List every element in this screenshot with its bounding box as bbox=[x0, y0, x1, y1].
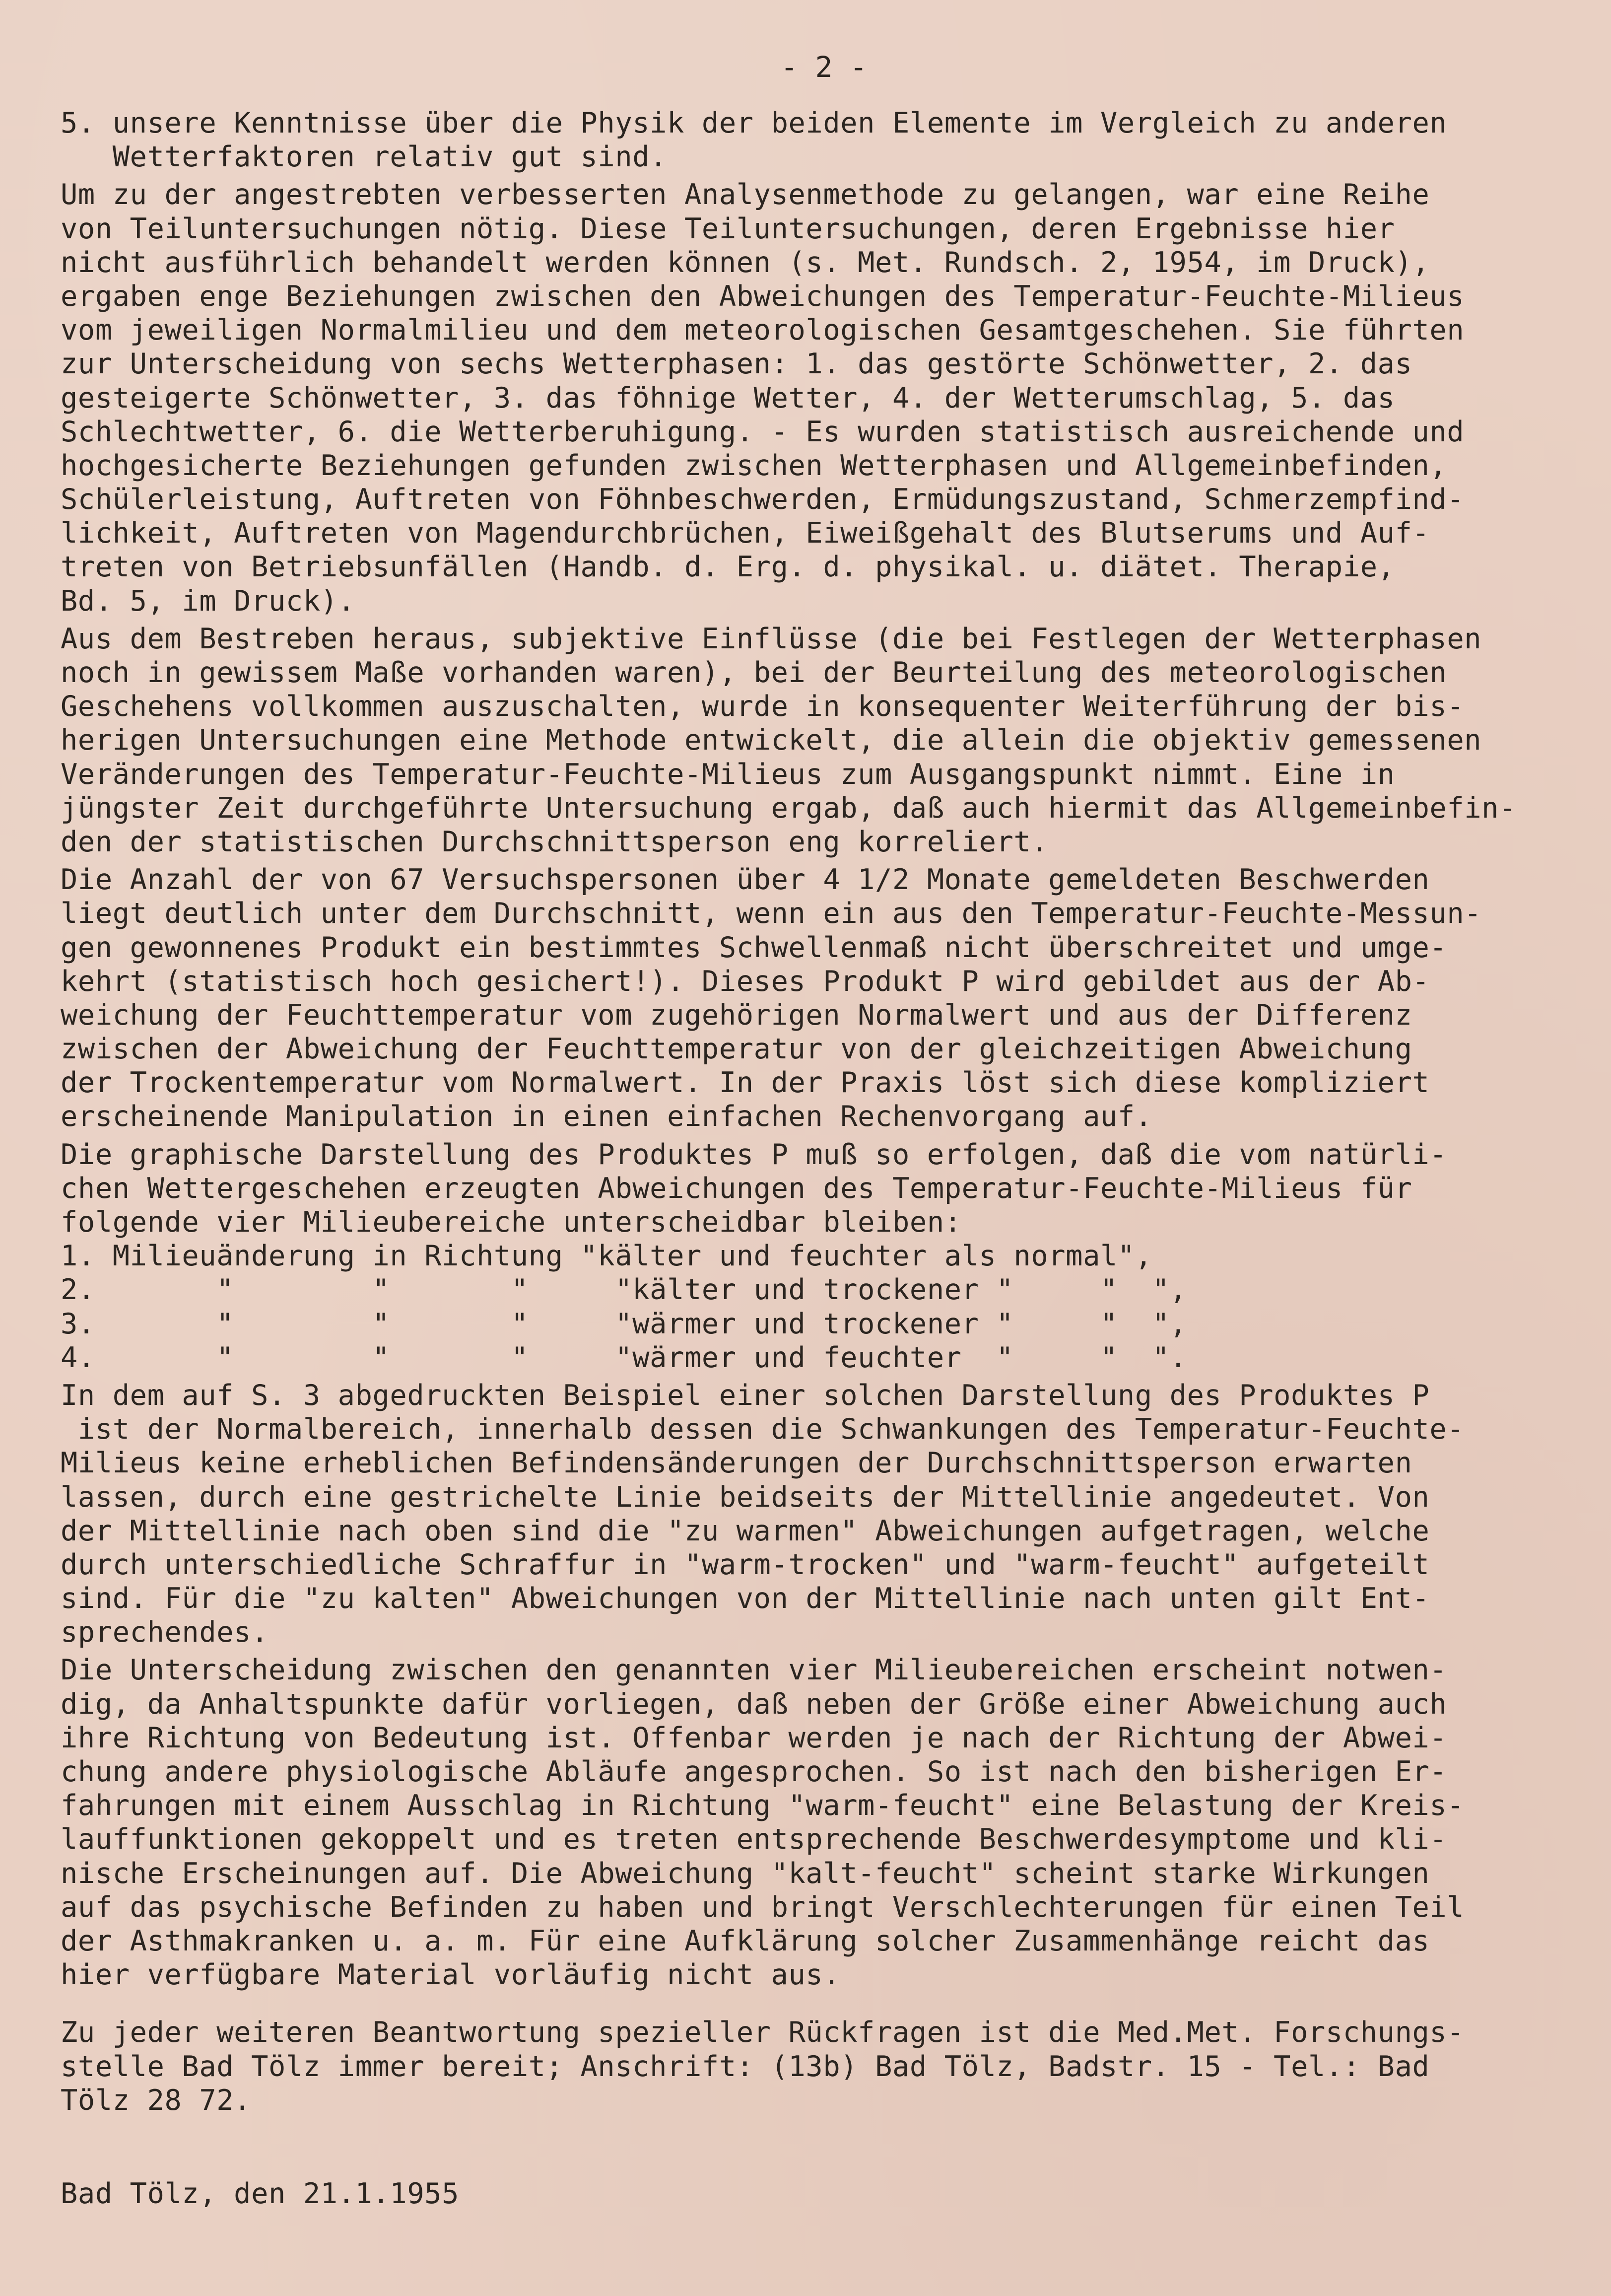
paragraph-graphic-representation bbox=[61, 1138, 1564, 1375]
text-line: Um zu der angestrebten verbesserten Analysenmethode zu gelangen, war eine Reihe bbox=[61, 178, 1430, 211]
text-line: Schlechtwetter, 6. die Wetterberuhigung. - Es wurden statistisch ausreichende und bbox=[61, 415, 1465, 448]
text-line: jüngster Zeit durchgeführte Untersuchung ergab, daß auch hiermit das Allgemeinbefin- bbox=[61, 791, 1517, 825]
text-line: sprechendes. bbox=[61, 1616, 269, 1649]
text-line: der Mittellinie nach oben sind die "zu warmen" Abweichungen aufgetragen, welche bbox=[61, 1514, 1430, 1547]
list-item-milieu-1: 1. Milieuänderung in Richtung "kälter und feuchter als normal", bbox=[61, 1240, 1152, 1273]
text-line: weichung der Feuchttemperatur vom zugehörigen Normalwert und aus der Differenz bbox=[61, 998, 1412, 1032]
text-line: ergaben enge Beziehungen zwischen den Abweichungen des Temperatur-Feuchte-Milieus bbox=[61, 279, 1465, 313]
text-line: ihre Richtung von Bedeutung ist. Offenbar werden je nach der Richtung der Abwei- bbox=[61, 1721, 1447, 1754]
paragraph-contact bbox=[61, 2016, 1564, 2117]
text-line: vom jeweiligen Normalmilieu und dem meteorologischen Gesamtgeschehen. Sie führten bbox=[61, 314, 1465, 347]
text-line: nicht ausführlich behandelt werden können (s. Met. Rundsch. 2, 1954, im Druck), bbox=[61, 246, 1430, 279]
document-body bbox=[61, 106, 1564, 2211]
text-line: noch in gewissem Maße vorhanden waren), bei der Beurteilung des meteorologischen bbox=[61, 656, 1447, 689]
text-line: liegt deutlich unter dem Durchschnitt, wenn ein aus den Temperatur-Feuchte-Messun- bbox=[61, 897, 1482, 930]
list-item-milieu-3: 3. " " " "wärmer und trockener " " ", bbox=[61, 1307, 1187, 1340]
text-line: Veränderungen des Temperatur-Feuchte-Milieus zum Ausgangspunkt nimmt. Eine in bbox=[61, 758, 1395, 791]
text-line: gesteigerte Schönwetter, 3. das föhnige Wetter, 4. der Wetterumschlag, 5. das bbox=[61, 381, 1395, 415]
text-line: von Teiluntersuchungen nötig. Diese Teiluntersuchungen, deren Ergebnisse hier bbox=[61, 212, 1395, 245]
text-line: Bd. 5, im Druck). bbox=[61, 584, 355, 618]
text-line: Die Anzahl der von 67 Versuchspersonen über 4 1/2 Monate gemeldeten Beschwerden bbox=[61, 863, 1430, 897]
text-line: lauffunktionen gekoppelt und es treten entsprechende Beschwerdesymptome und kli- bbox=[61, 1823, 1447, 1856]
paragraph-distinction bbox=[61, 1653, 1564, 1992]
text-line: durch unterschiedliche Schraffur in "warm-trocken" und "warm-feucht" aufgeteilt bbox=[61, 1548, 1430, 1581]
text-line: der Asthmakranken u. a. m. Für eine Aufklärung solcher Zusammenhänge reicht das bbox=[61, 1924, 1430, 1957]
text-line: Die Unterscheidung zwischen den genannten vier Milieubereichen erscheint notwen- bbox=[61, 1654, 1447, 1687]
text-line: Tölz 28 72. bbox=[61, 2084, 252, 2117]
paragraph-product-p bbox=[61, 863, 1564, 1134]
text-line: chen Wettergeschehen erzeugten Abweichungen des Temperatur-Feuchte-Milieus für bbox=[61, 1172, 1412, 1205]
text-line: Schülerleistung, Auftreten von Föhnbeschwerden, Ermüdungszustand, Schmerzempfind- bbox=[61, 483, 1465, 516]
paragraph-partial-studies bbox=[61, 178, 1564, 618]
paragraph-example-description bbox=[61, 1379, 1564, 1650]
text-line: 5. unsere Kenntnisse über die Physik der beiden Elemente im Vergleich zu anderen bbox=[61, 107, 1447, 139]
text-line: lassen, durch eine gestrichelte Linie beidseits der Mittellinie angedeutet. Von bbox=[61, 1480, 1430, 1514]
list-item-milieu-2: 2. " " " "kälter und trockener " " ", bbox=[61, 1273, 1187, 1307]
place-date bbox=[61, 2177, 1564, 2211]
text-line: kehrt (statistisch hoch gesichert!). Dieses Produkt P wird gebildet aus der Ab- bbox=[61, 965, 1430, 998]
text-line: lichkeit, Auftreten von Magendurchbrüchen, Eiweißgehalt des Blutserums und Auf- bbox=[61, 517, 1430, 550]
text-line: treten von Betriebsunfällen (Handb. d. Erg. d. physikal. u. diätet. Therapie, bbox=[61, 551, 1395, 584]
text-line: folgende vier Milieubereiche unterscheidbar bleiben: bbox=[61, 1206, 962, 1239]
text-line: stelle Bad Tölz immer bereit; Anschrift: (13b) Bad Tölz, Badstr. 15 - Tel.: Bad bbox=[61, 2050, 1430, 2083]
text-line: hier verfügbare Material vorläufig nicht aus. bbox=[61, 1958, 841, 1992]
text-line: Aus dem Bestreben heraus, subjektive Einflüsse (die bei Festlegen der Wetterphasen bbox=[61, 622, 1482, 655]
text-line: herigen Untersuchungen eine Methode entwickelt, die allein die objektiv gemessenen bbox=[61, 724, 1482, 757]
text-line: dig, da Anhaltspunkte dafür vorliegen, daß neben der Größe einer Abweichung auch bbox=[61, 1687, 1447, 1721]
text-line: hochgesicherte Beziehungen gefunden zwischen Wetterphasen und Allgemeinbefinden, bbox=[61, 449, 1447, 482]
paragraph-objective-method bbox=[61, 622, 1564, 859]
text-line: chung andere physiologische Abläufe angesprochen. So ist nach den bisherigen Er- bbox=[61, 1755, 1447, 1788]
text-line: erscheinende Manipulation in einen einfachen Rechenvorgang auf. bbox=[61, 1100, 1152, 1133]
text-line: Wetterfaktoren relativ gut sind. bbox=[61, 140, 668, 174]
text-line: ist der Normalbereich, innerhalb dessen die Schwankungen des Temperatur-Feuchte- bbox=[61, 1413, 1465, 1446]
text-line: zur Unterscheidung von sechs Wetterphasen: 1. das gestörte Schönwetter, 2. das bbox=[61, 348, 1412, 381]
text-line: fahrungen mit einem Ausschlag in Richtung "warm-feucht" eine Belastung der Kreis- bbox=[61, 1789, 1465, 1822]
text-line: den der statistischen Durchschnittsperson eng korreliert. bbox=[61, 825, 1049, 858]
text-line: In dem auf S. 3 abgedruckten Beispiel einer solchen Darstellung des Produktes P bbox=[61, 1379, 1430, 1412]
text-line: Geschehens vollkommen auszuschalten, wurde in konsequenter Weiterführung der bis- bbox=[61, 690, 1465, 723]
text-line: gen gewonnenes Produkt ein bestimmtes Schwellenmaß nicht überschreitet und umge- bbox=[61, 931, 1447, 964]
text-line: zwischen der Abweichung der Feuchttemperatur von der gleichzeitigen Abweichung bbox=[61, 1033, 1412, 1066]
text-line: der Trockentemperatur vom Normalwert. In der Praxis löst sich diese kompliziert bbox=[61, 1066, 1430, 1100]
place-date-line: Bad Tölz, den 21.1.1955 bbox=[61, 2177, 460, 2210]
page-number: - 2 - bbox=[780, 50, 868, 84]
text-line: Milieus keine erheblichen Befindensänderungen der Durchschnittsperson erwarten bbox=[61, 1447, 1412, 1480]
text-line: nische Erscheinungen auf. Die Abweichung "kalt-feucht" scheint starke Wirkungen bbox=[61, 1857, 1430, 1890]
list-item-milieu-4: 4. " " " "wärmer und feuchter " " ". bbox=[61, 1341, 1187, 1374]
text-line: Zu jeder weiteren Beantwortung spezieller Rückfragen ist die Med.Met. Forschungs- bbox=[61, 2016, 1465, 2049]
paragraph-knowledge-physics bbox=[61, 106, 1564, 174]
text-line: auf das psychische Befinden zu haben und bringt Verschlechterungen für einen Teil bbox=[61, 1890, 1465, 1924]
text-line: Die graphische Darstellung des Produktes P muß so erfolgen, daß die vom natürli- bbox=[61, 1138, 1447, 1171]
text-line: sind. Für die "zu kalten" Abweichungen von der Mittellinie nach unten gilt Ent- bbox=[61, 1582, 1430, 1615]
